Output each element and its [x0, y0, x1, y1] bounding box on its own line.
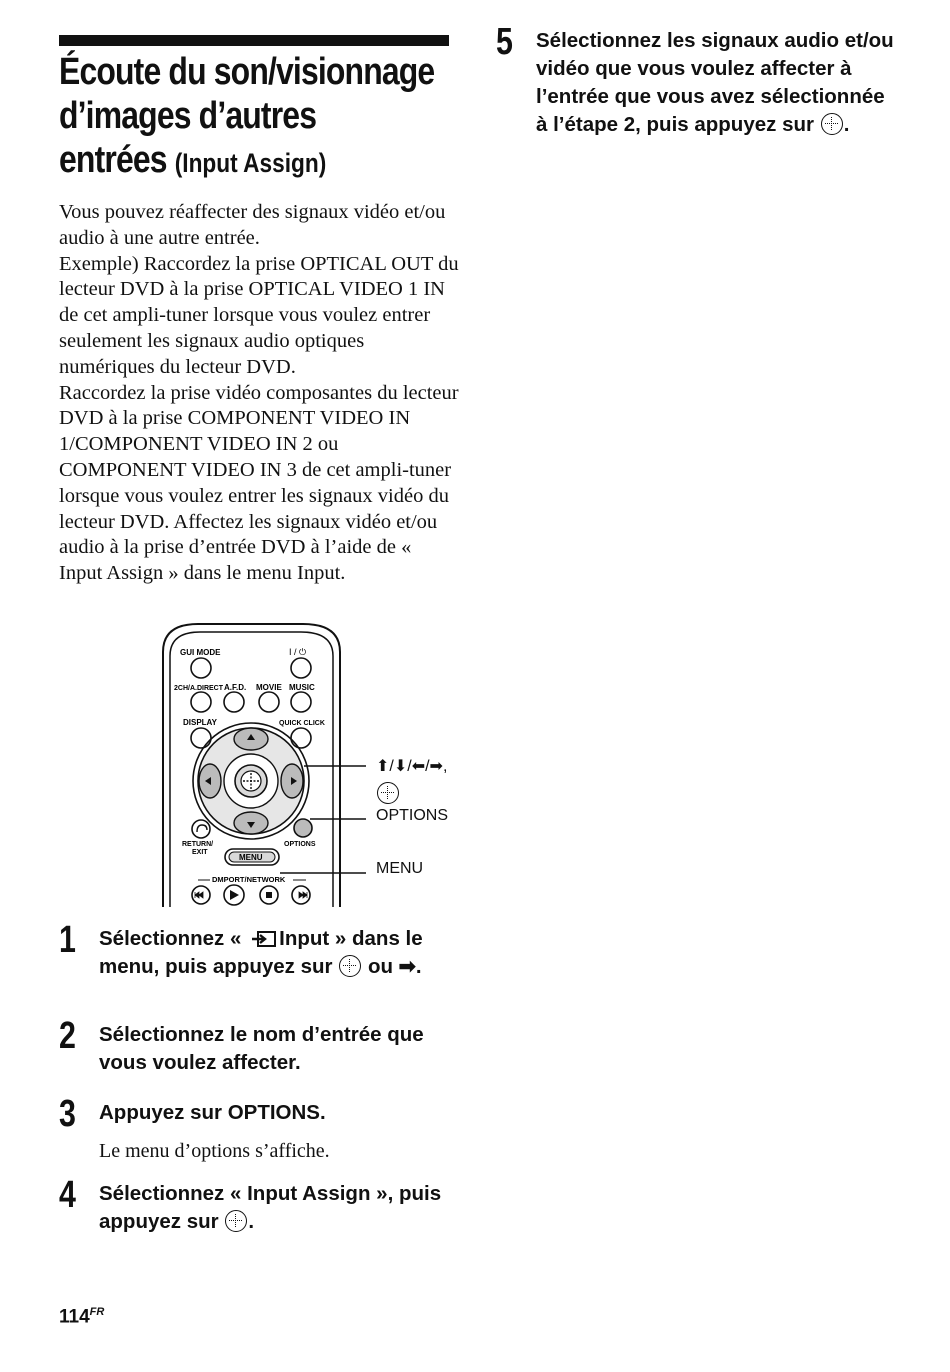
intro-paragraph-3: Raccordez la prise vidéo composantes du lecteur DVD à la prise COMPONENT VIDEO IN 1/COMPONENT VIDEO IN 2 ou COMPONENT VIDEO IN 3 de cet ampli-tuner lorsque vous voulez entrer les signaux vidéo du lecteur DVD. Affectez les signaux vidéo et/ou audio à la prise d’entrée DVD à l’aide de « Input Assign » dans le menu Input.: [59, 381, 459, 585]
enter-icon: [377, 782, 399, 804]
step-4-text-a: Sélectionnez « Input Assign », puis appuyez sur: [99, 1182, 442, 1233]
music-button: [291, 692, 311, 712]
stop-icon: [266, 892, 272, 898]
options-button: [294, 819, 312, 837]
title-line-1: Écoute du son/visionnage: [59, 51, 435, 93]
remote-afd-label: A.F.D.: [224, 683, 247, 692]
remote-gui-mode-label: GUI MODE: [180, 648, 221, 657]
step-1-text-c: ou ➡.: [367, 955, 422, 978]
remote-display-label: DISPLAY: [183, 718, 217, 727]
display-button: [191, 728, 211, 748]
remote-options-label: OPTIONS: [284, 841, 316, 848]
remote-return-label: RETURN/: [182, 841, 214, 848]
page-title: [59, 50, 435, 185]
enter-icon: [821, 113, 843, 135]
input-icon: [251, 930, 277, 948]
step-5-number: 5: [496, 21, 513, 63]
afd-button: [224, 692, 244, 712]
step-1-number: 1: [59, 919, 76, 961]
callout-arrows: [376, 756, 447, 805]
page-number-value: 114: [59, 1306, 90, 1328]
step-4-number: 4: [59, 1174, 76, 1216]
remote-direct-label: 2CH/A.DIRECT: [174, 685, 224, 692]
step-1-text-a: Sélectionnez «: [99, 927, 242, 950]
callout-options: OPTIONS: [376, 807, 449, 824]
title-subtitle: (Input Assign): [174, 148, 327, 178]
step-3-number: 3: [59, 1093, 76, 1135]
title-line-3: entrées: [59, 139, 167, 181]
page-number: [59, 1306, 104, 1328]
power-button: [291, 658, 311, 678]
page-number-suffix: FR: [89, 1306, 105, 1318]
title-rule: [59, 35, 449, 46]
movie-button: [259, 692, 279, 712]
step-3-text: Appuyez sur OPTIONS.: [99, 1101, 326, 1124]
callout-arrows-label: ⬆/⬇/⬅/➡,: [376, 758, 448, 775]
remote-menu-label: MENU: [239, 853, 263, 862]
enter-icon: [225, 1210, 247, 1232]
intro-paragraph-2: Exemple) Raccordez la prise OPTICAL OUT du lecteur DVD à la prise OPTICAL VIDEO 1 IN de cet ampli-tuner lorsque vous voulez entrer seulement les signaux audio optiques numériques du lecteur DVD.: [59, 252, 459, 378]
remote-dmport-label: DMPORT/NETWORK: [212, 875, 286, 884]
step-4-text: [99, 1180, 469, 1236]
enter-icon: [339, 955, 361, 977]
remote-exit-label: EXIT: [192, 849, 208, 856]
remote-power-label: I / ⏻: [289, 647, 307, 657]
remote-movie-label: MOVIE: [256, 683, 282, 692]
gui-mode-button: [191, 658, 211, 678]
step-4-text-c: .: [248, 1210, 255, 1233]
quick-click-button: [291, 728, 311, 748]
intro-text: [59, 200, 459, 587]
remote-music-label: MUSIC: [289, 683, 315, 692]
remote-quick-click-label: QUICK CLICK: [279, 720, 325, 727]
intro-paragraph-1: Vous pouvez réaffecter des signaux vidéo et/ou audio à une autre entrée.: [59, 201, 446, 249]
step-1-text-b: Input » dans le menu, puis appuyez sur: [99, 927, 423, 978]
step-5-text: [536, 27, 896, 139]
callout-menu: MENU: [376, 860, 424, 877]
step-2-number: 2: [59, 1015, 76, 1057]
step-5-text-c: .: [843, 113, 850, 136]
step-1-text: [99, 925, 469, 981]
direct-button: [191, 692, 211, 712]
title-line-2: d’images d’autres: [59, 95, 317, 137]
step-5-text-a: Sélectionnez les signaux audio et/ou vidéo que vous voulez affecter à l’entrée que vous avez sélectionnée à l’étape 2, puis appuyez sur: [536, 29, 894, 136]
step-2-text: Sélectionnez le nom d’entrée que vous voulez affecter.: [99, 1023, 424, 1074]
step-3-note: Le menu d’options s’affiche.: [99, 1140, 330, 1162]
